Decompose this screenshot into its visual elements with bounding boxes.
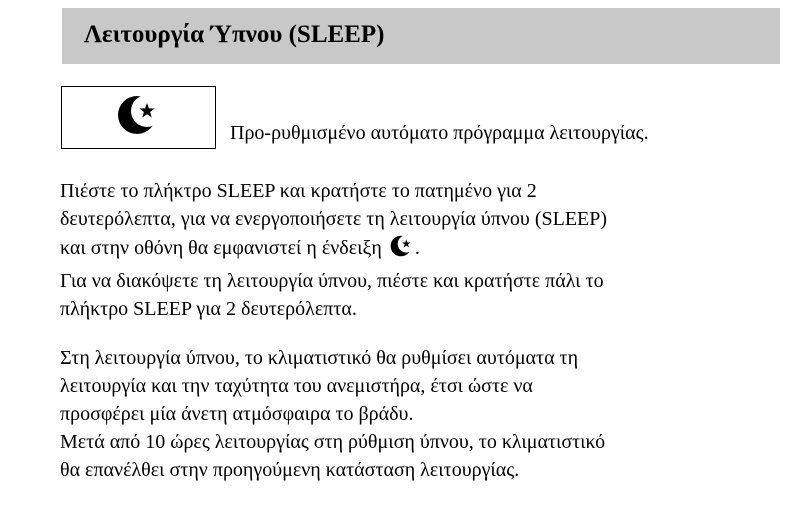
paragraph-line: Πιέστε το πλήκτρο SLEEP και κρατήστε το πατημένο για 2 [60,180,537,202]
paragraph-line-text: και στην οθόνη θα εμφανιστεί η ένδειξη [60,237,382,259]
section-title: Λειτουργία Ύπνου (SLEEP) [84,21,385,48]
paragraph-line: προσφέρει μία άνετη ατμόσφαιρα το βράδυ. [60,403,414,425]
paragraph-line-end: . [414,237,420,259]
sleep-icon-box [61,86,216,149]
description-paragraph [60,344,782,484]
paragraph-line-with-icon [60,233,782,267]
paragraph-line: θα επανέλθει στην προηγούμενη κατάσταση λειτουργίας. [60,459,520,481]
paragraph-line: Στη λειτουργία ύπνου, το κλιματιστικό θα ρυθμίσει αυτόματα τη [60,347,579,369]
paragraph-line: δευτερόλεπτα, για να ενεργοποιήσετε τη λειτουργία ύπνου (SLEEP) [60,208,608,230]
paragraph-line: Για να διακόψετε τη λειτουργία ύπνου, πιέστε και κρατήστε πάλι το [60,270,604,292]
paragraph-line: Μετά από 10 ώρες λειτουργίας στη ρύθμιση ύπνου, το κλιματιστικό [60,431,606,453]
sleep-moon-star-icon [115,91,163,144]
sleep-moon-star-icon [389,233,415,267]
section-header [62,8,780,64]
paragraph-line: πλήκτρο SLEEP για 2 δευτερόλεπτα. [60,298,357,320]
icon-caption: Προ-ρυθμισμένο αυτόματο πρόγραμμα λειτουργίας. [230,122,649,144]
instructions-paragraph [60,177,782,323]
paragraph-line: λειτουργία και την ταχύτητα του ανεμιστήρα, έτσι ώστε να [60,375,533,397]
